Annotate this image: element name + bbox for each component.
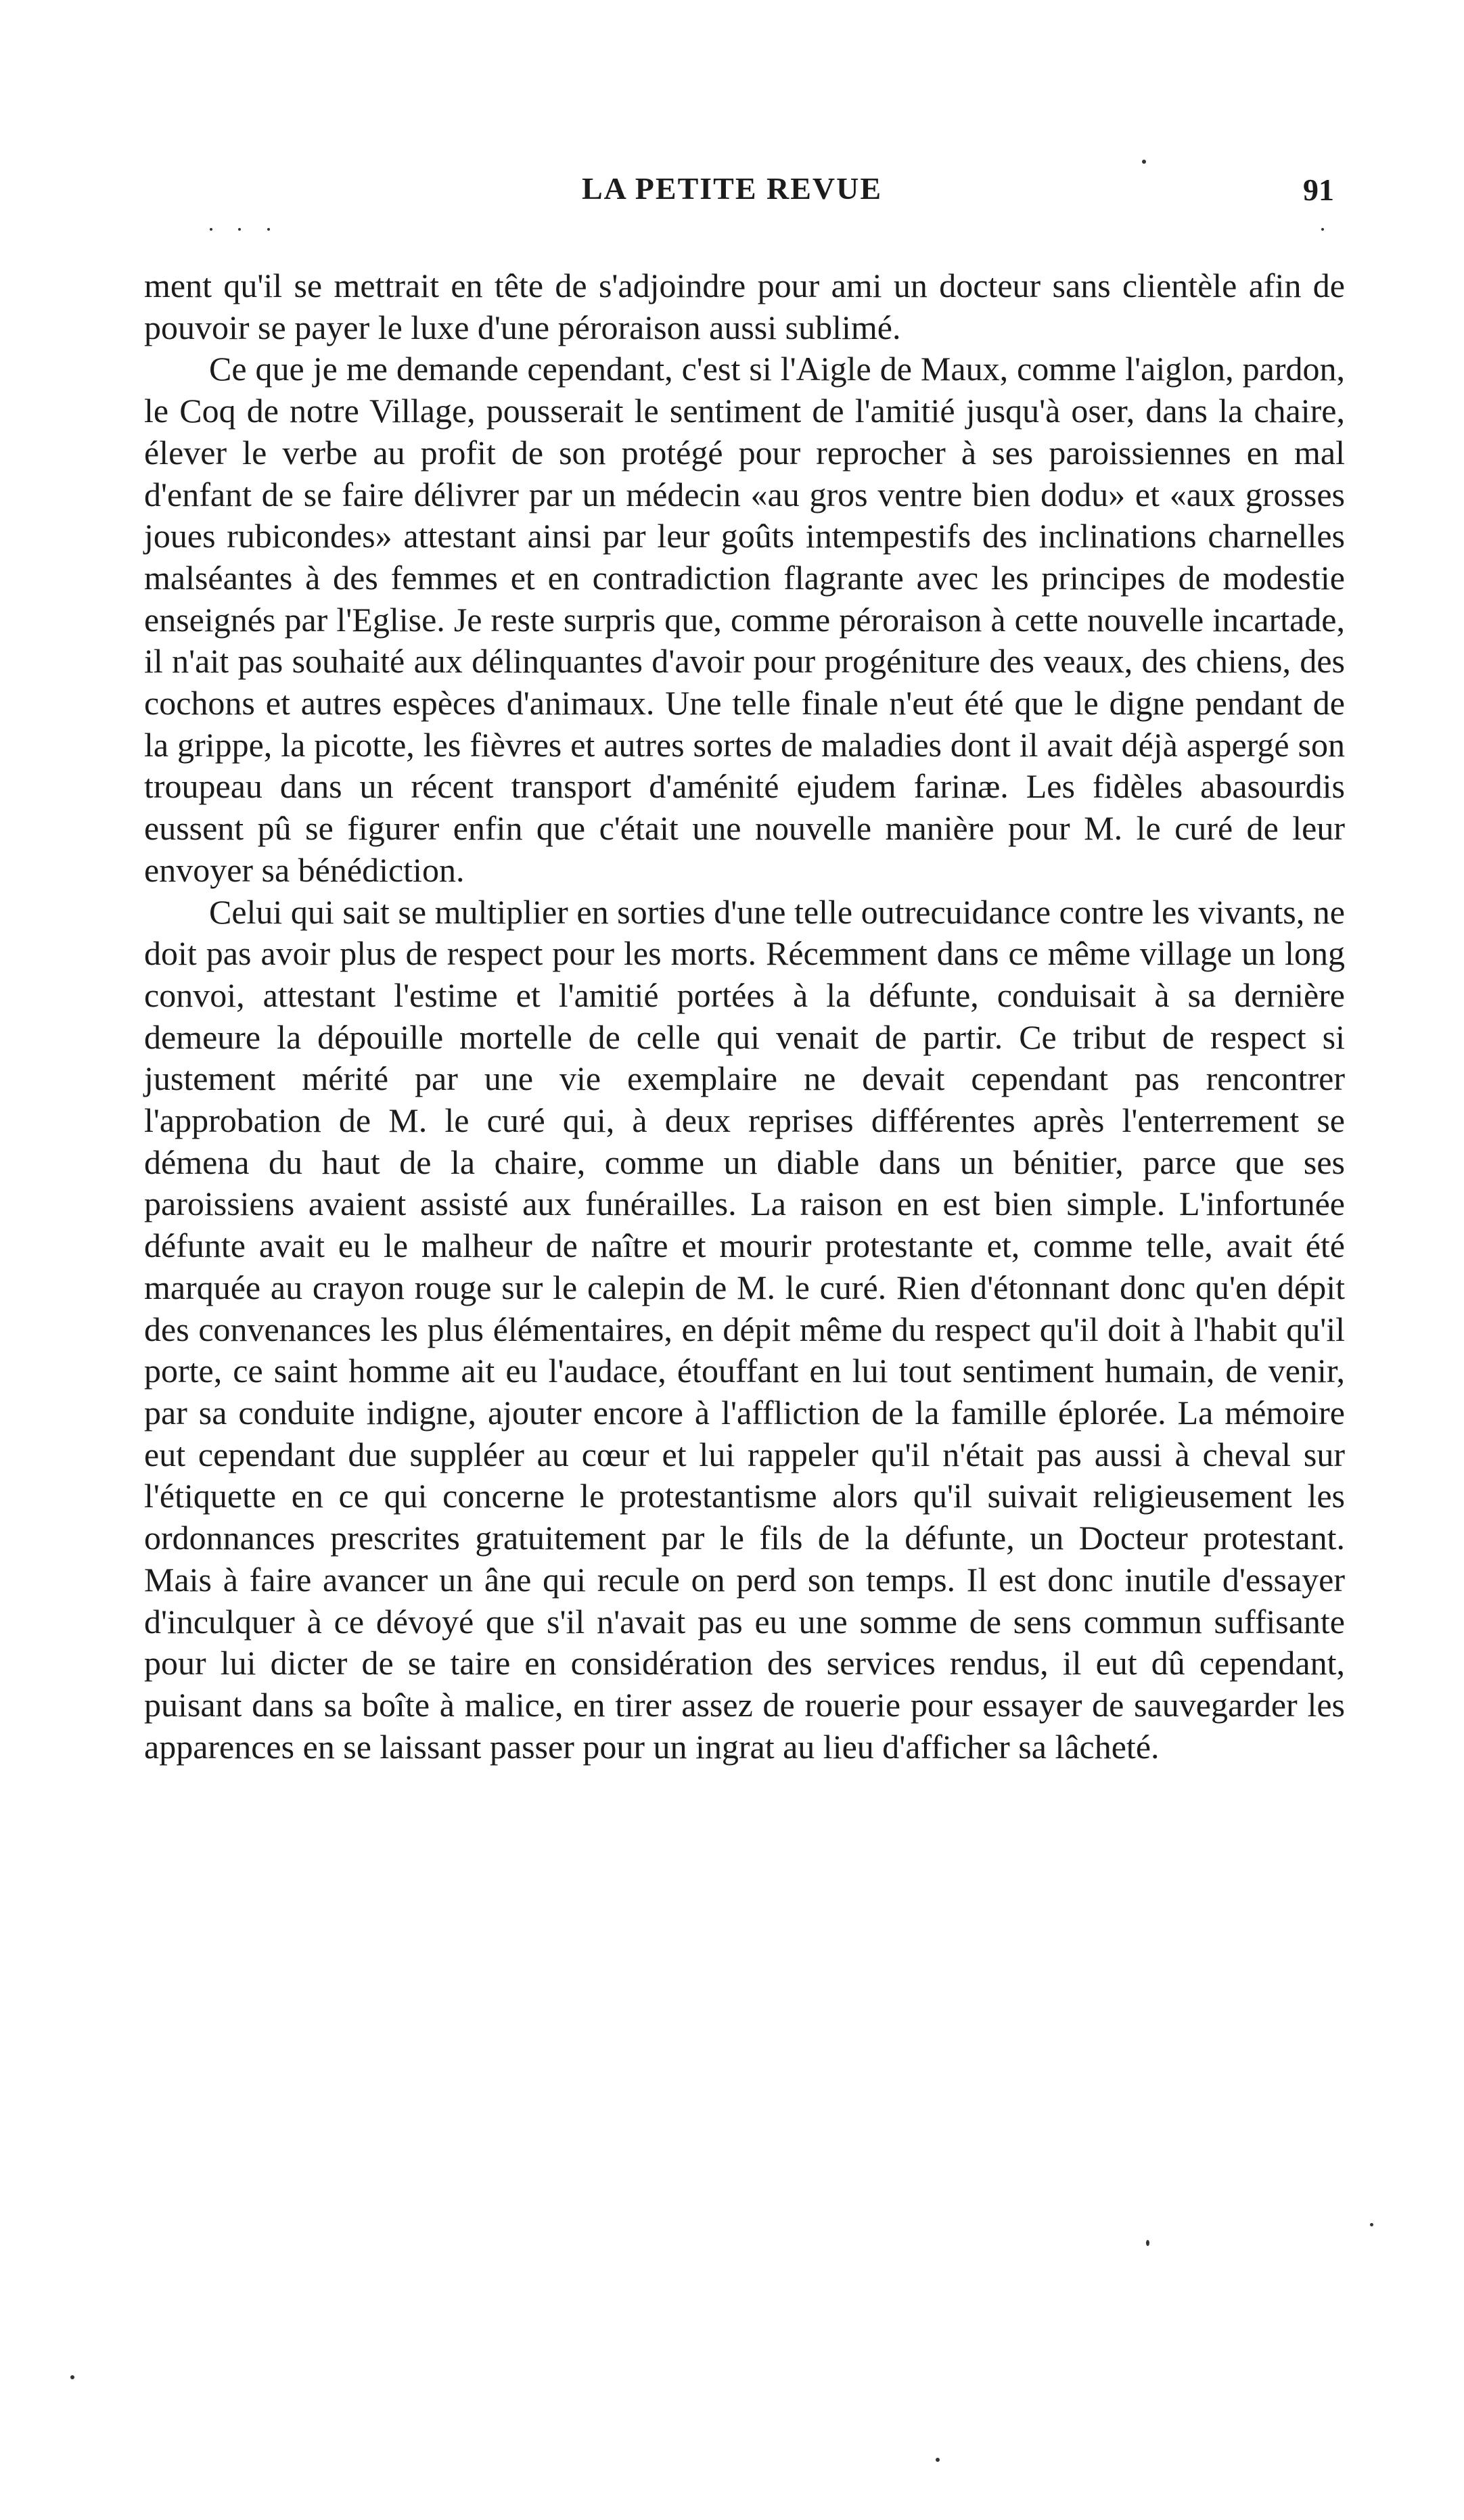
- page-number: 91: [1303, 173, 1334, 207]
- scan-speck: [1321, 228, 1324, 231]
- running-header: [0, 170, 1464, 218]
- scan-speck: [238, 228, 241, 231]
- running-title: LA PETITE REVUE: [581, 171, 883, 206]
- scan-speck: [936, 2458, 940, 2462]
- scan-speck: [210, 228, 212, 231]
- scan-speck: [1142, 160, 1146, 164]
- paragraph-respect-des-morts: Celui qui sait se multiplier en sorties d'une telle outrecuidance contre les vivants, ne doit pas avoir plus de respect pour les morts. Récemment dans ce même village un long convoi, attestant l'estime et l'amitié portées à la défunte, conduisait à sa dernière demeure la dépouille mortelle de celle qui venait de partir. Ce tribut de respect si justement mérité par une vie exemplaire ne devait cependant pas rencontrer l'approbation de M. le curé qui, à deux reprises différentes après l'enterrement se démena du haut de la chaire, comme un diable dans un bénitier, parce que ses paroissiens avaient assisté aux funérailles. La raison en est bien simple. L'infortunée défunte avait eu le malheur de naître et mourir protestante et, comme telle, avait été marquée au crayon rouge sur le calepin de M. le curé. Rien d'étonnant donc qu'en dépit des convenances les plus élémentaires, en dépit même du respect qu'il doit à l'habit qu'il porte, ce saint homme ait eu l'audace, étouffant en lui tout sentiment humain, de venir, par sa conduite indigne, ajouter encore à l'affliction de la famille éplorée. La mémoire eut cependant due suppléer au cœur et lui rappeler qu'il n'était pas aussi à cheval sur l'étiquette en ce qui concerne le protestantisme alors qu'il suivait religieusement les ordonnances prescrites gratuitement par le fils de la défunte, un Docteur protestant. Mais à faire avancer un âne qui recule on perd son temps. Il est donc inutile d'essayer d'inculquer à ce dévoyé que s'il n'avait pas eu une somme de sens commun suffisante pour lui dicter de se taire en considération des services rendus, il eut dû cependant, puisant dans sa boîte à malice, en tirer assez de rouerie pour essayer de sauvegarder les apparences en se laissant passer pour un ingrat au lieu d'afficher sa lâcheté.: [144, 892, 1345, 1766]
- paragraph-continuation: ment qu'il se mettrait en tête de s'adjoindre pour ami un docteur sans clientèle afin de pouvoir se payer le luxe d'une péroraison aussi sublimé.: [144, 267, 1345, 346]
- scan-speck: [1146, 2240, 1149, 2246]
- scan-speck: [1370, 2223, 1373, 2226]
- paragraph-aigle-de-maux: Ce que je me demande cependant, c'est si l'Aigle de Maux, comme l'aiglon, pardon, le Coq de notre Village, pousserait le sentiment de l'amitié jusqu'à oser, dans la chaire, élever le verbe au profit de son protégé pour reprocher à ses paroissiennes en mal d'enfant de se faire délivrer par un médecin «au gros ventre bien dodu» et «aux grosses joues rubicondes» attestant ainsi par leur goûts intempestifs des inclinations charnelles malséantes à des femmes et en contradiction flagrante avec les principes de modestie enseignés par l'Eglise. Je reste surpris que, comme péroraison à cette nouvelle incartade, il n'ait pas souhaité aux délinquantes d'avoir pour progéniture des veaux, des chiens, des cochons et autres espèces d'animaux. Une telle finale n'eut été que le digne pendant de la grippe, la picotte, les fièvres et autres sortes de maladies dont il avait déjà aspergé son troupeau dans un récent transport d'aménité ejudem farinæ. Les fidèles abasourdis eussent pû se figurer enfin que c'était une nouvelle manière pour M. le curé de leur envoyer sa bénédiction.: [144, 350, 1345, 889]
- scan-speck: [267, 228, 270, 231]
- body-text: [144, 265, 1345, 1768]
- scan-speck: [70, 2375, 74, 2379]
